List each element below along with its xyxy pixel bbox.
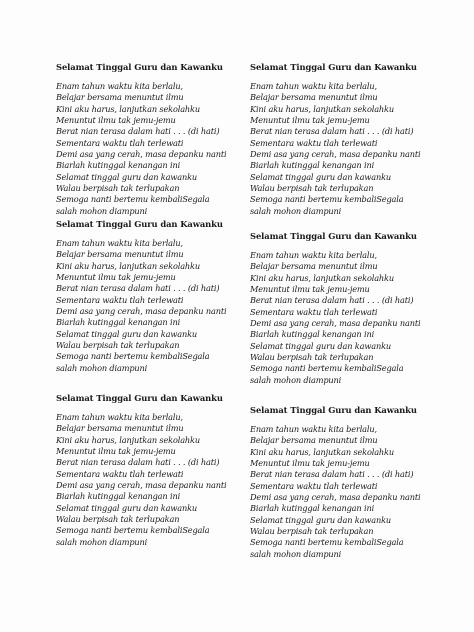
- poem-line: Selamat tinggal guru dan kawanku: [250, 340, 392, 351]
- poem-line: Sementara waktu tlah terlewati: [250, 480, 378, 491]
- poem-line: Selamat tinggal guru dan kawanku: [56, 328, 198, 339]
- poem-line: Enam tahun waktu kita berlalu,: [56, 81, 183, 91]
- poem-line: Menuntut ilmu tak jemu-jemu: [250, 458, 370, 469]
- poem-line: Kini aku harus, lanjutkan sekolahku: [250, 272, 394, 283]
- poem-line: salah mohon diampuni: [250, 374, 342, 385]
- poem-line: Sementara waktu tlah terlewati: [56, 468, 184, 479]
- poem-line: Berat nian terasa dalam hati . . . (di hati): [250, 295, 414, 306]
- poem-block-middle-right: [250, 231, 450, 386]
- poem-line: Belajar bersama menuntut ilmu: [250, 92, 378, 103]
- poem-line: Berat nian terasa dalam hati . . . (di hati): [250, 469, 414, 480]
- poem-line: Walau berpisah tak terlupakan: [250, 352, 374, 363]
- poem-block-bottom-right: [250, 405, 450, 560]
- poem-line: Kini aku harus, lanjutkan sekolahku: [56, 103, 200, 114]
- poem-line: Menuntut ilmu tak jemu-jemu: [56, 446, 176, 457]
- poem-line: Kini aku harus, lanjutkan sekolahku: [56, 434, 200, 445]
- poem-line: Enam tahun waktu kita berlalu,: [56, 412, 183, 422]
- poem-line: Demi asa yang cerah, masa depanku nanti: [250, 149, 421, 160]
- poem-line: Semoga nanti bertemu kembaliSegala: [56, 194, 210, 205]
- poem-line: Semoga nanti bertemu kembaliSegala: [250, 537, 404, 548]
- poem-line: salah mohon diampuni: [250, 548, 342, 559]
- poem-block-top-right: [250, 62, 450, 217]
- poem-line: Selamat tinggal guru dan kawanku: [250, 171, 392, 182]
- poem-line: Kini aku harus, lanjutkan sekolahku: [250, 103, 394, 114]
- poem-title: Selamat Tinggal Guru dan Kawanku: [56, 62, 223, 72]
- poem-title: Selamat Tinggal Guru dan Kawanku: [56, 393, 223, 403]
- poem-line: Belajar bersama menuntut ilmu: [56, 92, 184, 103]
- poem-line: Berat nian terasa dalam hati . . . (di hati): [56, 457, 220, 468]
- poem-line: Belajar bersama menuntut ilmu: [250, 261, 378, 272]
- poem-line: Berat nian terasa dalam hati . . . (di hati): [56, 126, 220, 137]
- poem-line: Kini aku harus, lanjutkan sekolahku: [56, 260, 200, 271]
- poem-line: Semoga nanti bertemu kembaliSegala: [250, 363, 404, 374]
- poem-line: Menuntut ilmu tak jemu-jemu: [56, 115, 176, 126]
- poem-line: salah mohon diampuni: [250, 205, 342, 216]
- poem-line: Menuntut ilmu tak jemu-jemu: [250, 115, 370, 126]
- poem-line: Berat nian terasa dalam hati . . . (di hati): [56, 283, 220, 294]
- poem-line: Selamat tinggal guru dan kawanku: [56, 502, 198, 513]
- poem-line: Sementara waktu tlah terlewati: [56, 137, 184, 148]
- poem-line: Enam tahun waktu kita berlalu,: [250, 81, 377, 91]
- poem-line: Biarlah kutinggal kenangan ini: [250, 503, 375, 514]
- poem-block-top-left: [56, 62, 256, 217]
- poem-line: Sementara waktu tlah terlewati: [56, 294, 184, 305]
- poem-line: salah mohon diampuni: [56, 362, 148, 373]
- poem-line: Selamat tinggal guru dan kawanku: [250, 514, 392, 525]
- poem-line: Enam tahun waktu kita berlalu,: [56, 238, 183, 248]
- poem-block-bottom-left: [56, 393, 256, 548]
- poem-line: Belajar bersama menuntut ilmu: [250, 435, 378, 446]
- poem-line: Biarlah kutinggal kenangan ini: [250, 160, 375, 171]
- poem-block-middle-left: [56, 219, 256, 374]
- poem-line: Walau berpisah tak terlupakan: [250, 526, 374, 537]
- poem-title: Selamat Tinggal Guru dan Kawanku: [56, 219, 223, 229]
- poem-line: Biarlah kutinggal kenangan ini: [56, 160, 181, 171]
- poem-title: Selamat Tinggal Guru dan Kawanku: [250, 62, 417, 72]
- poem-line: Biarlah kutinggal kenangan ini: [56, 317, 181, 328]
- poem-line: Selamat tinggal guru dan kawanku: [56, 171, 198, 182]
- poem-line: Biarlah kutinggal kenangan ini: [250, 329, 375, 340]
- poem-line: Berat nian terasa dalam hati . . . (di hati): [250, 126, 414, 137]
- poem-line: Demi asa yang cerah, masa depanku nanti: [56, 149, 227, 160]
- poem-line: Menuntut ilmu tak jemu-jemu: [250, 284, 370, 295]
- poem-line: Semoga nanti bertemu kembaliSegala: [56, 525, 210, 536]
- poem-line: Belajar bersama menuntut ilmu: [56, 423, 184, 434]
- poem-line: Demi asa yang cerah, masa depanku nanti: [250, 318, 421, 329]
- poem-line: Demi asa yang cerah, masa depanku nanti: [56, 480, 227, 491]
- poem-line: Demi asa yang cerah, masa depanku nanti: [56, 306, 227, 317]
- poem-line: Semoga nanti bertemu kembaliSegala: [250, 194, 404, 205]
- poem-line: Kini aku harus, lanjutkan sekolahku: [250, 446, 394, 457]
- poem-line: Walau berpisah tak terlupakan: [56, 183, 180, 194]
- poem-title: Selamat Tinggal Guru dan Kawanku: [250, 405, 417, 415]
- poem-line: Sementara waktu tlah terlewati: [250, 137, 378, 148]
- poem-line: Enam tahun waktu kita berlalu,: [250, 424, 377, 434]
- poem-line: Walau berpisah tak terlupakan: [250, 183, 374, 194]
- poem-line: Biarlah kutinggal kenangan ini: [56, 491, 181, 502]
- poem-line: Sementara waktu tlah terlewati: [250, 306, 378, 317]
- poem-line: Demi asa yang cerah, masa depanku nanti: [250, 492, 421, 503]
- poem-line: Walau berpisah tak terlupakan: [56, 340, 180, 351]
- poem-line: Walau berpisah tak terlupakan: [56, 514, 180, 525]
- poem-line: Belajar bersama menuntut ilmu: [56, 249, 184, 260]
- poem-line: salah mohon diampuni: [56, 205, 148, 216]
- poem-line: Enam tahun waktu kita berlalu,: [250, 250, 377, 260]
- poem-line: salah mohon diampuni: [56, 536, 148, 547]
- poem-line: Menuntut ilmu tak jemu-jemu: [56, 272, 176, 283]
- poem-line: Semoga nanti bertemu kembaliSegala: [56, 351, 210, 362]
- poem-title: Selamat Tinggal Guru dan Kawanku: [250, 231, 417, 241]
